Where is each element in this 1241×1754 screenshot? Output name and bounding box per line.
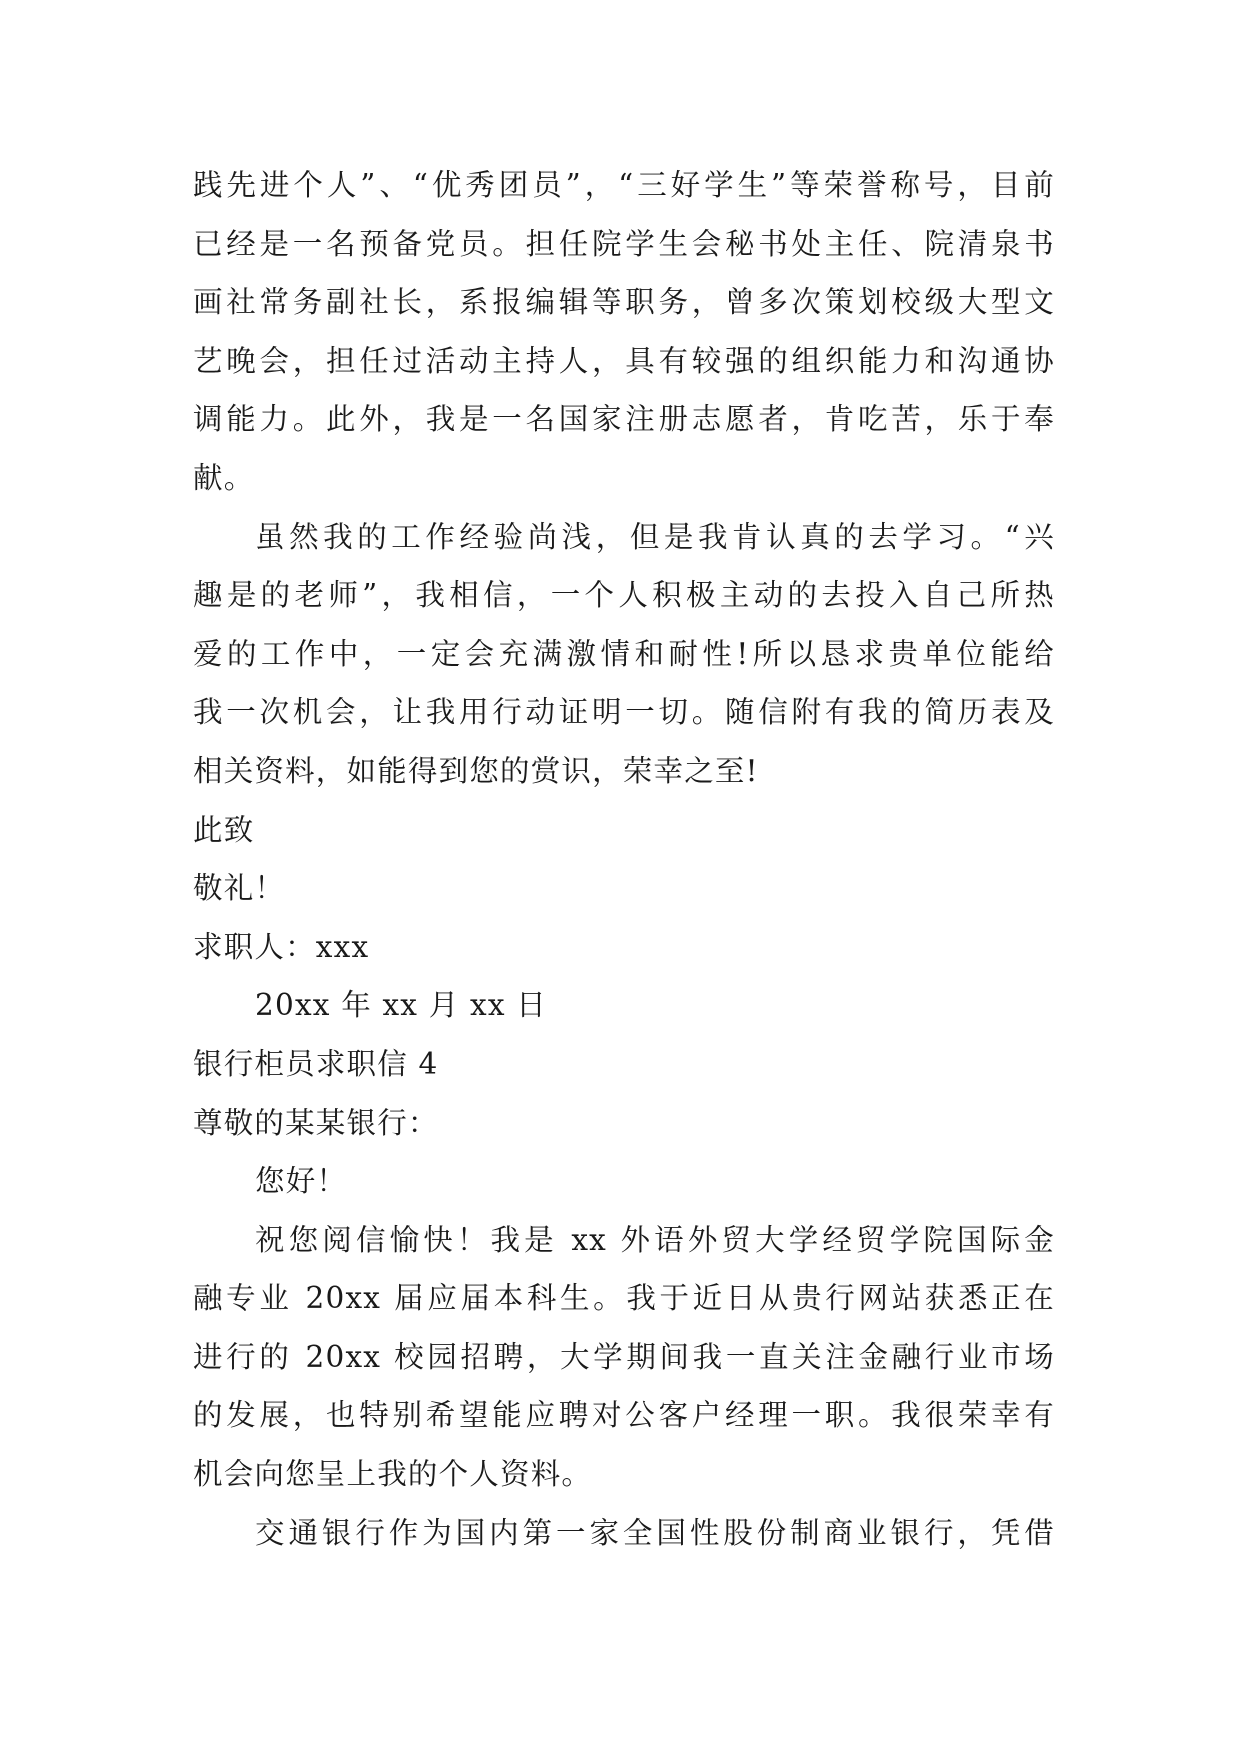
text-line: 相关资料，如能得到您的赏识，荣幸之至!: [193, 753, 759, 788]
text-line: 交通银行作为国内第一家全国性股份制商业银行，凭借: [255, 1515, 1055, 1550]
text-line: 画社常务副社长，系报编辑等职务，曾多次策划校级大型文: [193, 285, 1055, 320]
text-line: 爱的工作中，一定会充满激情和耐性!所以恳求贵单位能给: [193, 636, 1055, 671]
text-line: 调能力。此外，我是一名国家注册志愿者，肯吃苦，乐于奉: [193, 402, 1055, 437]
signature-line: 求职人：xxx: [193, 929, 370, 964]
text-line: 艺晚会，担任过活动主持人，具有较强的组织能力和沟通协: [193, 343, 1055, 378]
text-line: 融专业 20xx 届应届本科生。我于近日从贵行网站获悉正在: [193, 1281, 1055, 1316]
salutation: 尊敬的某某银行：: [193, 1105, 439, 1140]
text-line: 进行的 20xx 校园招聘，大学期间我一直关注金融行业市场: [193, 1339, 1055, 1374]
closing-line-2: 敬礼！: [193, 871, 286, 906]
text-line: 献。: [193, 460, 255, 495]
text-line: 的发展，也特别希望能应聘对公客户经理一职。我很荣幸有: [193, 1398, 1055, 1433]
date-line: 20xx 年 xx 月 xx 日: [255, 988, 547, 1023]
letter-title: 银行柜员求职信 4: [193, 1046, 439, 1081]
text-line: 我一次机会，让我用行动证明一切。随信附有我的简历表及: [193, 695, 1055, 730]
text-line: 机会向您呈上我的个人资料。: [193, 1457, 593, 1492]
document-body: [193, 156, 1055, 1562]
paragraph-bank: [193, 1504, 1055, 1563]
text-line: 践先进个人”、“优秀团员”，“三好学生”等荣誉称号，目前: [193, 168, 1055, 202]
text-line: 已经是一名预备党员。担任院学生会秘书处主任、院清泉书: [193, 226, 1055, 261]
paragraph-experience: [193, 508, 1055, 801]
text-line: 虽然我的工作经验尚浅，但是我肯认真的去学习。“兴: [255, 519, 1055, 554]
greeting: 您好！: [255, 1164, 348, 1199]
closing-line-1: 此致: [193, 812, 255, 847]
text-line: 祝您阅信愉快！我是 xx 外语外贸大学经贸学院国际金: [255, 1222, 1055, 1257]
text-line: 趣是的老师”，我相信，一个人积极主动的去投入自己所热: [193, 578, 1055, 613]
paragraph-honors: [193, 156, 1055, 508]
paragraph-introduction: [193, 1211, 1055, 1504]
